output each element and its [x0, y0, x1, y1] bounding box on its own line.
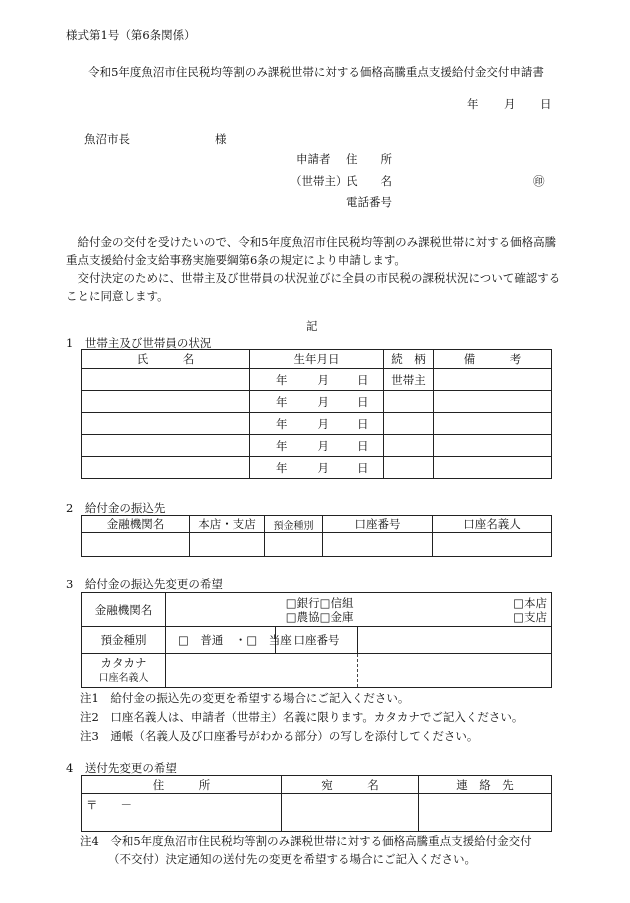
member-relation-cell: 世帯主 [384, 369, 434, 391]
account-holder-label: 口座名義人 [98, 672, 149, 684]
addressee-name: 魚沼市長 [84, 132, 130, 146]
bank-name-label: 金融機関名 [82, 593, 166, 627]
transfer-change-table [81, 592, 552, 688]
member-name-cell[interactable] [82, 369, 250, 391]
header-account-holder: 口座名義人 [433, 516, 552, 533]
table-row [82, 413, 552, 435]
table-row [82, 533, 552, 557]
header-contact: 連 絡 先 [419, 776, 552, 794]
note-2: 注2 口座名義人は、申請者（世帯主）名義に限ります。カタカナでご記入ください。 [80, 710, 524, 724]
householder-label: （世帯主） [290, 174, 348, 188]
member-birthdate-cell[interactable]: 年 月 日 [250, 369, 384, 391]
address-cell[interactable] [82, 794, 282, 832]
applicant-label: 申請者 [296, 152, 331, 166]
addressee-honorific: 様 [215, 132, 227, 146]
document-title: 令和5年度魚沼市住民税均等割のみ課税世帯に対する価格高騰重点支援給付金交付申請書 [88, 65, 544, 79]
table-row [82, 457, 552, 479]
seal-mark: ㊞ [533, 174, 545, 188]
account-number-label: 口座番号 [276, 627, 358, 654]
header-name: 氏 名 [82, 350, 250, 369]
header-account-number: 口座番号 [323, 516, 433, 533]
phone-label: 電話番号 [346, 195, 392, 209]
contact-cell[interactable] [419, 794, 552, 832]
header-branch: 本店・支店 [190, 516, 265, 533]
member-name-cell[interactable] [82, 435, 250, 457]
body-paragraph-1: 給付金の交付を受けたいので、令和5年度魚沼市住民税均等割のみ課税世帯に対する価格高騰重点支援給付金支給事務実施要綱第6条の規定により申請します。 [66, 235, 557, 267]
holder-row [82, 654, 552, 688]
delivery-change-table [81, 775, 552, 832]
account-holder-cell[interactable] [433, 533, 552, 557]
member-name-cell[interactable] [82, 391, 250, 413]
deposit-row [82, 627, 552, 654]
member-relation-cell[interactable] [384, 435, 434, 457]
header-deposit-type: 預金種別 [265, 516, 323, 533]
deposit-type-label: 預金種別 [82, 627, 166, 654]
section-1-heading: 1 世帯主及び世帯員の状況 [66, 336, 212, 350]
body-paragraph-2: 交付決定のために、世帯主及び世帯員の状況並びに全員の市民税の課税状況について確認することに同意します。 [66, 271, 561, 303]
member-remarks-cell[interactable] [434, 369, 552, 391]
date-year-label: 年 [467, 97, 479, 111]
header-relation: 続 柄 [384, 350, 434, 369]
table-row [82, 794, 552, 832]
table-header-row [82, 776, 552, 794]
name-label: 氏 名 [346, 174, 392, 188]
table-row [82, 435, 552, 457]
address-label: 住 所 [346, 152, 392, 166]
member-name-cell[interactable] [82, 413, 250, 435]
table-header-row [82, 350, 552, 369]
recipient-cell[interactable] [282, 794, 419, 832]
bank-row [82, 593, 552, 627]
section-4-heading: 4 送付先変更の希望 [66, 761, 177, 775]
date-day-label: 日 [540, 97, 552, 111]
ki-heading: 記 [306, 319, 318, 333]
table-header-row [82, 516, 552, 533]
transfer-account-table [81, 515, 552, 557]
header-recipient: 宛 名 [282, 776, 419, 794]
header-address: 住 所 [82, 776, 282, 794]
postal-mark: 〒 － [86, 798, 132, 812]
branch-option-main[interactable]: □本店 [513, 595, 548, 610]
bank-type-option-line-1[interactable]: □銀行□信組 [285, 595, 354, 610]
bank-type-option-line-2[interactable]: □農協□金庫 [285, 609, 354, 624]
bank-name-cell[interactable] [82, 533, 190, 557]
note-1: 注1 給付金の振込先の変更を希望する場合にご記入ください。 [80, 691, 410, 705]
table-row [82, 369, 552, 391]
member-remarks-cell[interactable] [434, 413, 552, 435]
katakana-holder-label [82, 654, 166, 688]
form-number: 様式第1号（第6条関係） [66, 28, 196, 42]
member-relation-cell[interactable] [384, 391, 434, 413]
member-name-cell[interactable] [82, 457, 250, 479]
branch-cell[interactable] [190, 533, 265, 557]
holder-name-input-2[interactable] [358, 654, 552, 688]
deposit-type-cell[interactable] [265, 533, 323, 557]
holder-name-input-1[interactable] [166, 654, 358, 688]
branch-option-sub[interactable]: □支店 [513, 609, 548, 624]
section-2-heading: 2 給付金の振込先 [66, 501, 166, 515]
account-number-input[interactable] [358, 627, 552, 654]
member-remarks-cell[interactable] [434, 391, 552, 413]
header-bank-name: 金融機関名 [82, 516, 190, 533]
note-3: 注3 通帳（名義人及び口座番号がわかる部分）の写しを添付してください。 [80, 729, 479, 743]
branch-options[interactable] [358, 593, 552, 627]
member-relation-cell[interactable] [384, 457, 434, 479]
katakana-label: カタカナ [100, 655, 147, 670]
member-birthdate-cell[interactable]: 年 月 日 [250, 457, 384, 479]
note-4-line-2: （不交付）決定通知の送付先の変更を希望する場合にご記入ください。 [108, 852, 476, 866]
member-remarks-cell[interactable] [434, 435, 552, 457]
deposit-type-options[interactable]: □ 普通 ・□ 当座 [166, 627, 276, 654]
note-4-line-1: 注4 令和5年度魚沼市住民税均等割のみ課税世帯に対する価格高騰重点支援給付金交付 [80, 834, 532, 848]
member-birthdate-cell[interactable]: 年 月 日 [250, 391, 384, 413]
date-month-label: 月 [504, 97, 516, 111]
section-3-heading: 3 給付金の振込先変更の希望 [66, 577, 223, 591]
member-birthdate-cell[interactable]: 年 月 日 [250, 435, 384, 457]
header-remarks: 備 考 [434, 350, 552, 369]
table-row [82, 391, 552, 413]
household-members-table [81, 349, 552, 479]
member-birthdate-cell[interactable]: 年 月 日 [250, 413, 384, 435]
account-number-cell[interactable] [323, 533, 433, 557]
member-relation-cell[interactable] [384, 413, 434, 435]
member-remarks-cell[interactable] [434, 457, 552, 479]
bank-type-options[interactable] [166, 593, 358, 627]
header-birthdate: 生年月日 [250, 350, 384, 369]
